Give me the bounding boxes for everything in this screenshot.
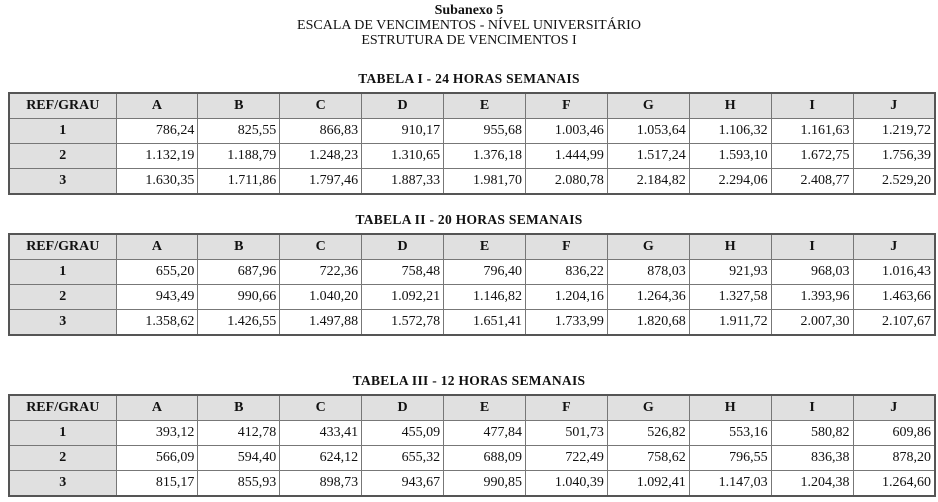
salary-cell: 433,41 xyxy=(280,421,362,446)
salary-cell: 1.444,99 xyxy=(525,144,607,169)
salary-cell: 393,12 xyxy=(116,421,198,446)
table-row xyxy=(9,260,935,285)
column-header: G xyxy=(607,93,689,119)
salary-cell: 1.092,41 xyxy=(607,471,689,497)
table-header-row xyxy=(9,234,935,260)
column-header: I xyxy=(771,234,853,260)
salary-cell: 624,12 xyxy=(280,446,362,471)
salary-cell: 855,93 xyxy=(198,471,280,497)
salary-cell: 1.572,78 xyxy=(362,310,444,336)
salary-cell: 815,17 xyxy=(116,471,198,497)
column-header: C xyxy=(280,93,362,119)
salary-cell: 758,62 xyxy=(607,446,689,471)
table-header-row xyxy=(9,395,935,421)
salary-cell: 1.887,33 xyxy=(362,169,444,195)
column-header: E xyxy=(444,93,526,119)
table-caption: TABELA I - 24 HORAS SEMANAIS xyxy=(358,71,580,86)
column-header: REF/GRAU xyxy=(9,93,116,119)
document-header xyxy=(0,3,938,48)
salary-cell: 758,48 xyxy=(362,260,444,285)
salary-cell: 2.408,77 xyxy=(771,169,853,195)
salary-cell: 1.248,23 xyxy=(280,144,362,169)
table-row xyxy=(9,285,935,310)
salary-cell: 722,49 xyxy=(525,446,607,471)
column-header: B xyxy=(198,234,280,260)
salary-cell: 898,73 xyxy=(280,471,362,497)
salary-cell: 1.981,70 xyxy=(444,169,526,195)
column-header: J xyxy=(853,93,935,119)
salary-cell: 1.651,41 xyxy=(444,310,526,336)
salary-table xyxy=(8,92,936,195)
salary-cell: 1.204,38 xyxy=(771,471,853,497)
salary-cell: 1.911,72 xyxy=(689,310,771,336)
salary-cell: 2.080,78 xyxy=(525,169,607,195)
salary-cell: 825,55 xyxy=(198,119,280,144)
row-ref: 3 xyxy=(9,310,116,336)
salary-cell: 553,16 xyxy=(689,421,771,446)
row-ref: 1 xyxy=(9,421,116,446)
table-row xyxy=(9,119,935,144)
row-ref: 3 xyxy=(9,169,116,195)
salary-cell: 955,68 xyxy=(444,119,526,144)
salary-cell: 836,38 xyxy=(771,446,853,471)
table-row xyxy=(9,169,935,195)
salary-cell: 943,67 xyxy=(362,471,444,497)
column-header: A xyxy=(116,234,198,260)
salary-cell: 1.161,63 xyxy=(771,119,853,144)
table-row xyxy=(9,421,935,446)
salary-table xyxy=(8,394,936,497)
salary-cell: 1.040,39 xyxy=(525,471,607,497)
salary-cell: 1.147,03 xyxy=(689,471,771,497)
salary-cell: 1.376,18 xyxy=(444,144,526,169)
column-header: D xyxy=(362,93,444,119)
salary-cell: 1.820,68 xyxy=(607,310,689,336)
column-header: I xyxy=(771,395,853,421)
salary-cell: 910,17 xyxy=(362,119,444,144)
salary-cell: 990,66 xyxy=(198,285,280,310)
salary-cell: 594,40 xyxy=(198,446,280,471)
salary-cell: 1.358,62 xyxy=(116,310,198,336)
column-header: B xyxy=(198,93,280,119)
salary-cell: 1.092,21 xyxy=(362,285,444,310)
row-ref: 3 xyxy=(9,471,116,497)
salary-cell: 1.756,39 xyxy=(853,144,935,169)
salary-cell: 796,55 xyxy=(689,446,771,471)
table-row xyxy=(9,310,935,336)
salary-cell: 1.310,65 xyxy=(362,144,444,169)
column-header: F xyxy=(525,234,607,260)
table-header-row xyxy=(9,93,935,119)
salary-cell: 1.053,64 xyxy=(607,119,689,144)
column-header: F xyxy=(525,395,607,421)
column-header: D xyxy=(362,234,444,260)
column-header: A xyxy=(116,93,198,119)
salary-cell: 2.007,30 xyxy=(771,310,853,336)
salary-cell: 1.630,35 xyxy=(116,169,198,195)
salary-cell: 1.106,32 xyxy=(689,119,771,144)
salary-cell: 1.204,16 xyxy=(525,285,607,310)
column-header: I xyxy=(771,93,853,119)
salary-cell: 1.219,72 xyxy=(853,119,935,144)
document-subtitle-2: ESTRUTURA DE VENCIMENTOS I xyxy=(361,33,577,48)
salary-cell: 1.327,58 xyxy=(689,285,771,310)
column-header: B xyxy=(198,395,280,421)
column-header: J xyxy=(853,395,935,421)
salary-cell: 580,82 xyxy=(771,421,853,446)
salary-cell: 655,32 xyxy=(362,446,444,471)
salary-cell: 609,86 xyxy=(853,421,935,446)
row-ref: 2 xyxy=(9,285,116,310)
column-header: E xyxy=(444,395,526,421)
salary-cell: 1.497,88 xyxy=(280,310,362,336)
salary-cell: 2.294,06 xyxy=(689,169,771,195)
column-header: G xyxy=(607,395,689,421)
salary-cell: 943,49 xyxy=(116,285,198,310)
salary-cell: 1.463,66 xyxy=(853,285,935,310)
column-header: H xyxy=(689,395,771,421)
salary-cell: 2.107,67 xyxy=(853,310,935,336)
salary-cell: 796,40 xyxy=(444,260,526,285)
row-ref: 2 xyxy=(9,446,116,471)
row-ref: 1 xyxy=(9,119,116,144)
salary-cell: 501,73 xyxy=(525,421,607,446)
table-caption: TABELA II - 20 HORAS SEMANAIS xyxy=(355,212,583,227)
table-row xyxy=(9,446,935,471)
salary-cell: 1.797,46 xyxy=(280,169,362,195)
salary-cell: 1.711,86 xyxy=(198,169,280,195)
salary-cell: 1.003,46 xyxy=(525,119,607,144)
column-header: REF/GRAU xyxy=(9,395,116,421)
salary-cell: 1.146,82 xyxy=(444,285,526,310)
salary-cell: 1.040,20 xyxy=(280,285,362,310)
salary-table xyxy=(8,233,936,336)
salary-cell: 878,03 xyxy=(607,260,689,285)
salary-cell: 526,82 xyxy=(607,421,689,446)
column-header: C xyxy=(280,395,362,421)
salary-cell: 1.132,19 xyxy=(116,144,198,169)
salary-cell: 477,84 xyxy=(444,421,526,446)
salary-cell: 990,85 xyxy=(444,471,526,497)
salary-cell: 1.264,36 xyxy=(607,285,689,310)
row-ref: 2 xyxy=(9,144,116,169)
row-ref: 1 xyxy=(9,260,116,285)
salary-cell: 455,09 xyxy=(362,421,444,446)
salary-cell: 1.672,75 xyxy=(771,144,853,169)
salary-cell: 968,03 xyxy=(771,260,853,285)
document-subtitle: ESCALA DE VENCIMENTOS - NÍVEL UNIVERSITÁRIO xyxy=(297,18,641,33)
salary-cell: 1.016,43 xyxy=(853,260,935,285)
salary-cell: 1.188,79 xyxy=(198,144,280,169)
salary-cell: 2.529,20 xyxy=(853,169,935,195)
table-caption: TABELA III - 12 HORAS SEMANAIS xyxy=(352,373,586,388)
column-header: REF/GRAU xyxy=(9,234,116,260)
salary-cell: 655,20 xyxy=(116,260,198,285)
column-header: G xyxy=(607,234,689,260)
column-header: D xyxy=(362,395,444,421)
salary-cell: 878,20 xyxy=(853,446,935,471)
salary-cell: 1.733,99 xyxy=(525,310,607,336)
column-header: E xyxy=(444,234,526,260)
salary-cell: 1.593,10 xyxy=(689,144,771,169)
table-row xyxy=(9,471,935,497)
salary-cell: 866,83 xyxy=(280,119,362,144)
salary-cell: 1.393,96 xyxy=(771,285,853,310)
salary-cell: 1.264,60 xyxy=(853,471,935,497)
salary-cell: 2.184,82 xyxy=(607,169,689,195)
salary-cell: 1.517,24 xyxy=(607,144,689,169)
salary-cell: 1.426,55 xyxy=(198,310,280,336)
salary-cell: 921,93 xyxy=(689,260,771,285)
salary-cell: 412,78 xyxy=(198,421,280,446)
column-header: A xyxy=(116,395,198,421)
salary-cell: 836,22 xyxy=(525,260,607,285)
salary-cell: 722,36 xyxy=(280,260,362,285)
document-title: Subanexo 5 xyxy=(434,3,504,18)
column-header: H xyxy=(689,93,771,119)
column-header: F xyxy=(525,93,607,119)
salary-cell: 786,24 xyxy=(116,119,198,144)
column-header: H xyxy=(689,234,771,260)
salary-cell: 687,96 xyxy=(198,260,280,285)
column-header: J xyxy=(853,234,935,260)
salary-cell: 688,09 xyxy=(444,446,526,471)
table-row xyxy=(9,144,935,169)
salary-cell: 566,09 xyxy=(116,446,198,471)
column-header: C xyxy=(280,234,362,260)
